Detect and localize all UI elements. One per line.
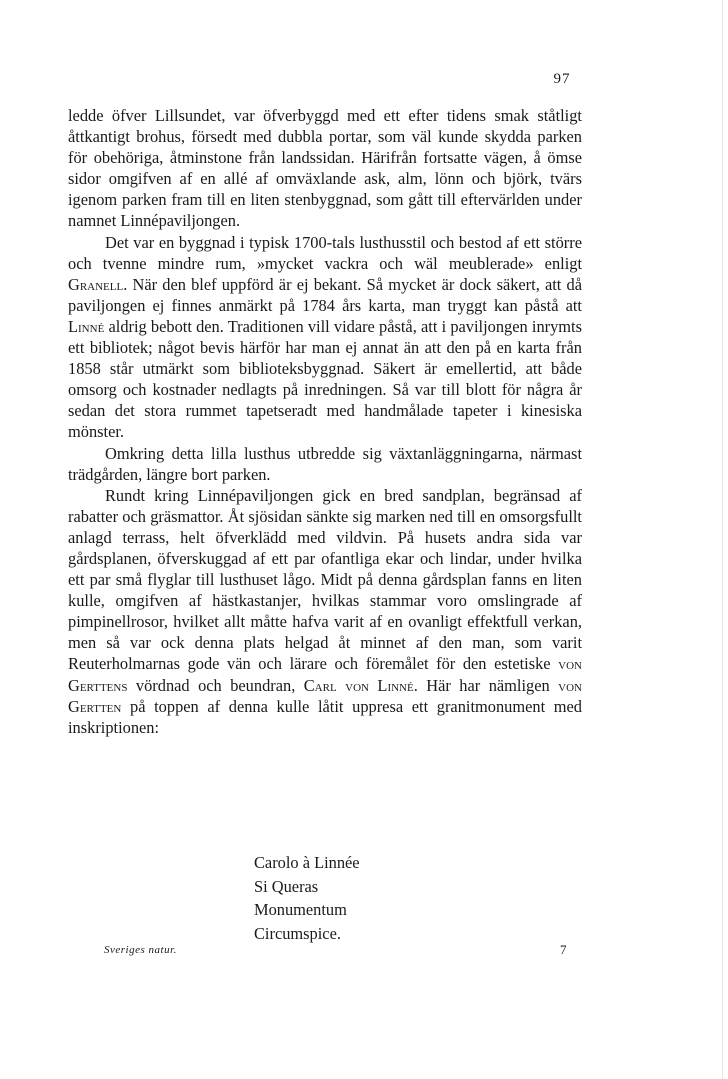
author-name: Granell [68, 274, 124, 294]
paragraph [68, 443, 582, 485]
person-name: Linné [68, 316, 105, 336]
text-run: . När den blef uppförd är ej bekant. Så mycket är dock säkert, att då paviljongen ej finnes anmärkt på 1784 års karta, man tryggt kan påstå att [68, 274, 582, 315]
text-run: ledde öfver Lillsundet, var öfverbyggd med ett efter tidens smak ståtligt åttkantigt brohus, försedt med dubbla portar, som väl kunde skydda parken för obehöriga, åtminstone från landssidan. Härifrån fortsatte vägen, å ömse sidor omgifven af en allé af omväxlande ask, alm, lönn och björk, tvärs igenom parken fram till en liten stenbyggnad, som gått till eftervärlden under namnet Linnépaviljongen. [68, 106, 582, 231]
paragraph [68, 485, 582, 738]
body-text [68, 105, 582, 738]
page-number: 97 [553, 71, 571, 87]
inscription [254, 851, 360, 945]
text-run: vördnad och beundran, [127, 675, 304, 695]
paragraph [68, 232, 582, 443]
footer-signature: Sveriges natur. [104, 944, 177, 956]
text-run: Rundt kring Linnépaviljongen gick en bred sandplan, begränsad af rabatter och gräsmattor. Åt sjösidan sänkte sig marken ned till en omsorgsfullt anlagd terrass, helt öfverklädd med vildvin. På husets andra sida var gårdsplanen, öfverskuggad af ett par ofantliga ekar och lindar, under hvilka ett par små flyglar till lusthuset lågo. Midt på denna gårdsplan fanns en liten kulle, omgifven af hästkastanjer, hvilkas stammar voro omslingrade af pimpinellrosor, hvilket allt måtte hafva varit af en ovanligt effektfull verkan, men så var ock denna plats helgad åt minnet af den man, som varit Reuterholmarnas gode vän och lärare och föremålet för den estetiske [68, 485, 582, 674]
footer-sheet-number: 7 [560, 942, 567, 957]
inscription-line: Monumentum [254, 900, 347, 919]
person-name: von Gerttens [68, 654, 582, 695]
text-run: Det var en byggnad i typisk 1700-tals lusthusstil och bestod af ett större och tvenne mindre rum, »mycket vackra och wäl meublerade» enligt [68, 232, 582, 273]
text-run: Omkring detta lilla lusthus utbredde sig växtanläggningarna, närmast trädgården, längre bort parken. [68, 443, 582, 484]
person-name: von Gertten [68, 675, 582, 716]
paragraph [68, 105, 582, 232]
inscription-line: Carolo à Linnée [254, 853, 360, 872]
text-run: på toppen af denna kulle låtit uppresa ett granitmonument med inskriptionen: [68, 696, 582, 737]
text-run: aldrig bebott den. Traditionen vill vidare påstå, att i paviljongen inrymts ett bibliotek; något bevis härför har man ej annat än att den på en karta från 1858 står utmärkt som biblioteksbyggnad. Säkert är emellertid, att både omsorg och kostnader nedlagts på inredningen. Så var till blott för några år sedan det stora rummet tapetseradt med handmålade tapeter i kinesiska mönster. [68, 316, 582, 442]
person-name: Carl von Linné [303, 675, 414, 695]
inscription-line: Circumspice. [254, 923, 341, 943]
text-run: . Här har nämligen [413, 675, 559, 695]
page-edge-line [722, 0, 723, 1079]
inscription-line: Si Queras [254, 876, 319, 896]
